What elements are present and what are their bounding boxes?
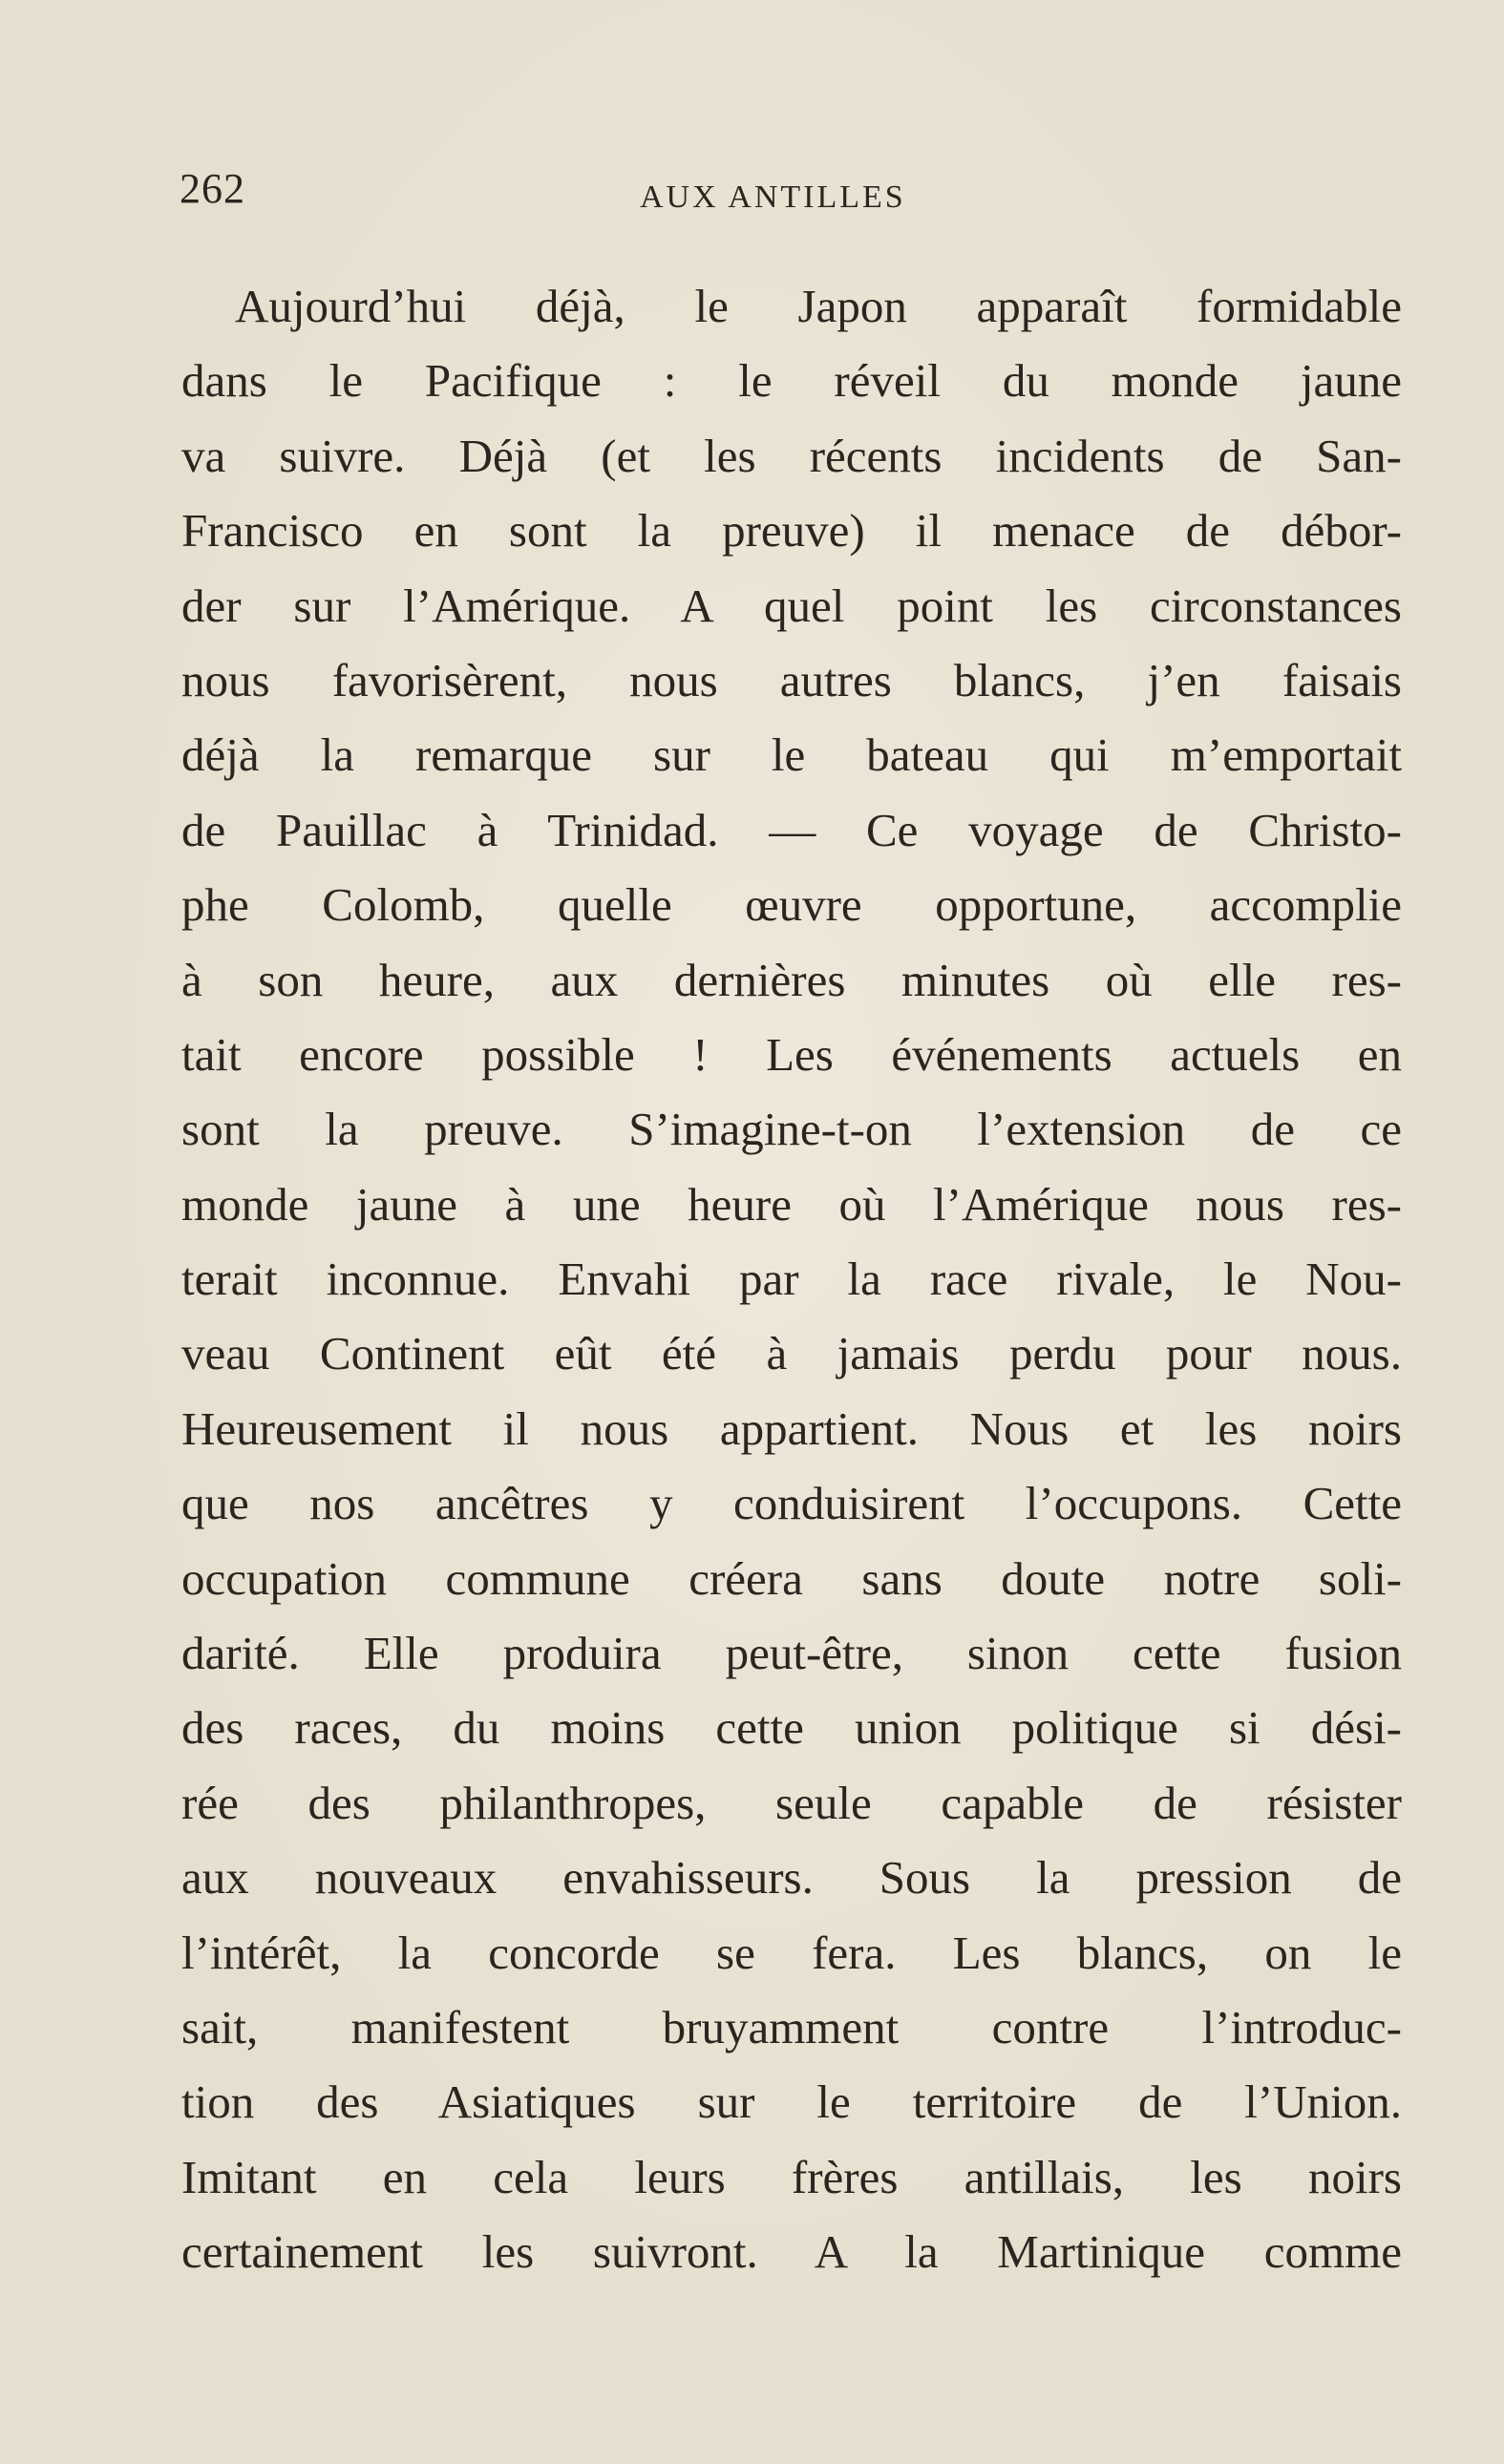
text-line: de Pauillac à Trinidad. — Ce voyage de Christo- (181, 803, 1402, 856)
running-title: AUX ANTILLES (640, 179, 906, 215)
text-line: tait encore possible ! Les événements actuels en (181, 1027, 1402, 1081)
text-line: à son heure, aux dernières minutes où elle res- (181, 953, 1402, 1006)
text-line: monde jaune à une heure où l’Amérique nous res- (181, 1177, 1402, 1231)
text-line: veau Continent eût été à jamais perdu pour nous. (181, 1327, 1402, 1380)
text-line: sait, manifestent bruyamment contre l’introduc- (181, 2000, 1402, 2053)
body-paragraph (181, 269, 1402, 2290)
text-line: phe Colomb, quelle œuvre opportune, accomplie (181, 878, 1402, 932)
text-line: sont la preuve. S’imagine-t-on l’extension de ce (181, 1103, 1402, 1156)
text-line: Heureusement il nous appartient. Nous et les noirs (181, 1401, 1402, 1455)
text-line: Imitant en cela leurs frères antillais, les noirs (181, 2150, 1402, 2203)
text-line: darité. Elle produira peut-être, sinon cette fusion (181, 1627, 1402, 1680)
text-line: des races, du moins cette union politique si dési- (181, 1701, 1402, 1755)
text-line: aux nouveaux envahisseurs. Sous la pression de (181, 1851, 1402, 1905)
text-line: nous favorisèrent, nous autres blancs, j’en faisais (181, 653, 1402, 706)
text-line: terait inconnue. Envahi par la race rivale, le Nou- (181, 1253, 1402, 1306)
text-line: der sur l’Amérique. A quel point les circonstances (181, 579, 1402, 632)
text-line: déjà la remarque sur le bateau qui m’emportait (181, 728, 1402, 782)
text-line: occupation commune créera sans doute notre soli- (181, 1551, 1402, 1605)
text-line: dans le Pacifique : le réveil du monde jaune (181, 354, 1402, 408)
text-line: Aujourd’hui déjà, le Japon apparaît formidable (235, 280, 1402, 332)
text-line: tion des Asiatiques sur le territoire de l’Union. (181, 2075, 1402, 2129)
page-number: 262 (180, 165, 245, 212)
text-line: va suivre. Déjà (et les récents incidents de San- (181, 429, 1402, 482)
text-line: Francisco en sont la preuve) il menace de débor- (181, 504, 1402, 558)
text-line: certainement les suivront. A la Martinique comme (181, 2225, 1402, 2279)
running-head (180, 164, 1402, 221)
text-line: rée des philanthropes, seule capable de résister (181, 1776, 1402, 1829)
text-line: l’intérêt, la concorde se fera. Les blancs, on le (181, 1926, 1402, 1979)
text-line: que nos ancêtres y conduisirent l’occupons. Cette (181, 1477, 1402, 1530)
